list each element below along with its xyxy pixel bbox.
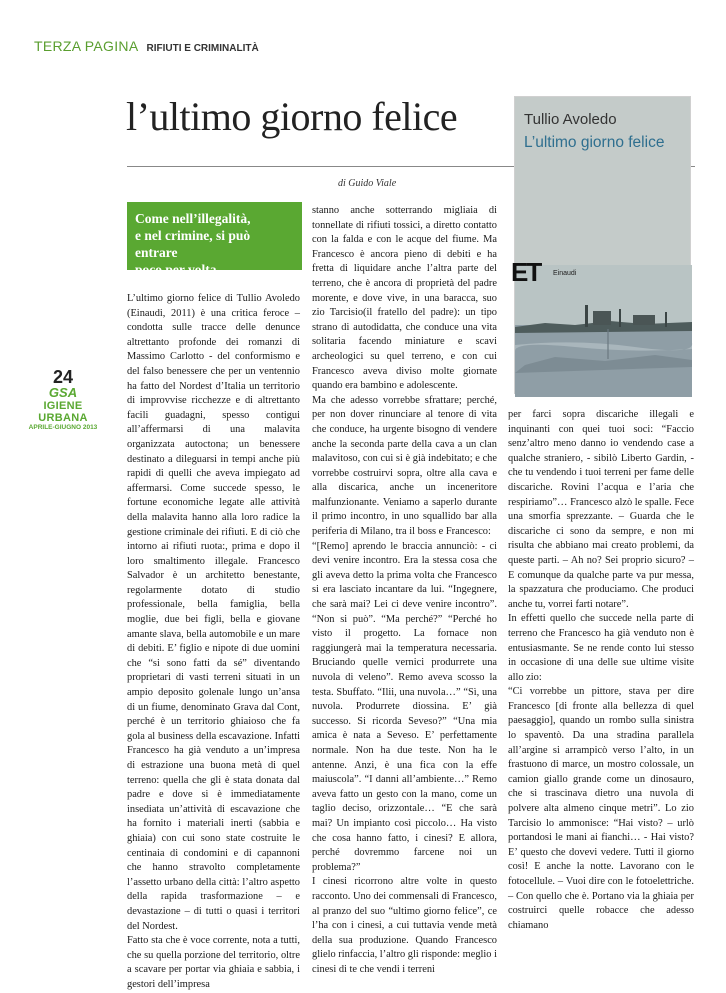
page-number: 24 [52,367,74,387]
body-paragraph: Ma che adesso vorrebbe sfrattare; perché, per non dover rinunciare al tenore di vita che conduce, ha urgente bisogno di vendere anche la seconda parte della cava a un clan malavitoso, con cui si è già indebitato; e che vorrebbe costruirvi sopra, oltre alla cava e alla discarica, anche un inceneritore malfunzionante. Veniamo a saperlo durante il primo incontro, in uno squallido bar alla periferia di Milano, tra il boss e Francesco: [312,394,497,538]
pull-quote-line: poco per volta. [135,262,220,277]
page-header [34,38,259,56]
text-column-3 [508,408,694,931]
article-title: l’ultimo giorno felice [126,94,458,139]
book-cover-image [511,96,691,394]
body-paragraph: per farci sopra discariche illegali e inquinanti con quei tuoi soci: “Faccio senz’altro meno danno io vendendo case a qualche straniero, - sibilò Liberto Gardin, - che tu vendendo i tuoi terreni per fame delle discariche. Rovini l’acqua e l’aria che respiriamo”… Francesco alzò le spalle. Fece una smorfia sprezzante. – Guarda che le discariche ci sono da sempre, e non mi risulta che abbiano mai creato problemi, da queste parti. – Ah no? Sei proprio sicuro? – E comunque da qualche parte va pur messa, la spazzatura che produciamo. Che produci anche tu, vorrei farti notare”. [508,409,694,610]
body-paragraph: L’ultimo giorno felice di Tullio Avoledo (Einaudi, 2011) è una critica feroce – condotta sulle tracce delle denunce altrettanto profonde dei romanzi di Massimo Carlotto - del conformismo e del falso benessere che per un ventennio ha fatto del Nordest d’Italia un territorio di improvvise ricchezze e di altrettanto facili guadagni, spesso contigui all’affermarsi di una malavita organizzata autoctona; un benessere destinato a dileguarsi in tempi anche più rapidi di quelli che aveva impiegato ad affermarsi. Come succede spesso, le fortune economiche legate alle attività della malavita hanno alla loro radice la gestione criminale dei rifiuti. E di ciò che intorno ai rifiuti ruota:, prima e dopo il loro smaltimento illegale. Francesco Salvador è un architetto benestante, regolarmente dotato di studio professionale, bella famiglia, bella moglie, due bei figli, bella e giovane amante slava, bella automobile e un mare di debiti. E’ figlio e nipote di due uomini che “si sono fatti da sé” diventando proprietari di vasti terreni situati in un ampio deposito golenale lungo un’ansa di un fiume, denominato Grava dal Cont, perché è un territorio ghiaioso che fa gola al business della escavazione. Infatti Francesco ha già venduto a un’impresa di estrazione una buona metà di quel terreno: quella che gli è stata donata dal padre e dove si è immediatamente insediata un’attività di escavazione che ha fornito i materiali inerti (sabbia e ghiaia) con cui sono state costruite le centinaia di condomini e di capannoni che hanno stravolto completamente l’assetto urbano della città: l’altro aspetto della rapida trasformazione – e devastazione – di tutti o quasi i territori del Nordest. [127,293,300,932]
body-paragraph: “[Remo] aprendo le braccia annunciò: - ci devi venire incontro. Era la stessa cosa che gli aveva detto la prima volta che Francesco si era lasciato incantare da lui. “Ingegnere, che sarà mai? Lei ci deve venire incontro”. “Non si può”. “Ma perché?” “Perché ho visto il progetto. La fornace non raggiungerà mai la temperatura necessaria. Bruciando quelle vernici produrrete una nuvola di veleno”. Remo aveva scosso la testa. Sbuffato. “Ilii, una nuvola…” “Sì, una nuvola. Produrrete diossina. E’ già successo. Si ricorda Seveso?” “Una mia amica è nata a Seveso. E’ perfettamente normale. Non ha due teste. Non ha le antenne. Anzi, è una fica con la effe maiuscola”. “I danni all’ambiente…” Remo aveva fatto un gesto con la mano, come un taglio deciso, orizzontale… “E che sarà mai? Un impianto così piccolo… Ha visto che cosa hanno fatto, i cinesi? E allora, perché dovremmo farcene noi un problema?” [312,540,497,873]
pull-quote [127,202,302,277]
book-author: Tullio Avoledo [524,111,617,128]
issue-date: APRILE-GIUGNO 2013 [28,424,98,431]
text-column-2 [312,204,497,975]
pull-quote-line: e nel crimine, si può entrare [135,228,251,260]
text-column-1 [127,292,300,990]
page-folio [18,368,108,431]
body-paragraph: Fatto sta che è voce corrente, nota a tutti, che su quella porzione del territorio, oltre a scavare per portar via ghiaia e sabbia, i gestori dell’impresa [127,935,300,990]
book-title: L’ultimo giorno felice [524,134,665,151]
publisher-logo: ET [511,257,541,287]
magazine-logo: GSA [48,385,78,400]
pull-quote-line: Come nell’illegalità, [135,211,251,226]
body-paragraph: I cinesi ricorrono altre volte in questo racconto. Uno dei commensali di Francesco, al pranzo del suo “ultimo giorno felice”, ce l’ha con i cinesi, a cui tuttavia vende metà della sua produzione. Quando Francesco glielo rinfaccia, l’altro gli risponde: meglio i cinesi di te che vendi i terreni [312,876,497,975]
body-paragraph: stanno anche sotterrando migliaia di tonnellate di rifiuti tossici, a diretto contatto con la falda e con le acque del fiume. Ma Francesco è ancora pieno di debiti e ha fretta di liquidare anche l’altra parte del terreno, che è ancora di proprietà del padre morente, e dove vive, in una baracca, suo zio Tarcisio(il fratello del padre): un tipo strano di autodidatta, che conduce una vita solitaria facendo miniature e scavi archeologici su quel terreno, e con cui Francesco aveva diviso molte giornate quando era bambino e adolescente. [312,205,497,392]
article-byline: di Guido Viale [338,178,397,189]
cover-photo-landscape [515,265,692,397]
section-label: TERZA PAGINA [34,38,139,54]
body-paragraph: “Ci vorrebbe un pittore, stava per dire Francesco [di fronte alla bellezza di quel paesaggio], quando un rombo sulla sinistra lo spaventò. Da una stradina parallela all’argine si arrampicò verso l’alto, in un frastuono di marce, un mostro colossale, un camion giallo grande come un dinosauro, che si trascinava dietro una nuvola di polvere alta almeno cinque metri”. Lo zio Tarcisio lo ammonisce: “Hai visto? – urlò portandosi le mani ai fianchi… - Hai visto? E’ questo che dovevi vedere. Tutti il giorno così! E anche la notte. Lavorano con le fotocellule. – Vuoi dire con le fotoelettriche. – Con quello che è. Portano via la ghiaia per costruirci quelle robacce che adesso chiamano [508,686,694,931]
body-paragraph: In effetti quello che succede nella parte di terreno che Francesco ha già venduto non è entusiasmante. Se ne rende conto lui stesso in occasione di una delle sue ultime visite allo zio: [508,613,694,683]
magazine-name: IGIENE URBANA [38,400,88,424]
book-publisher: Einaudi [553,270,577,277]
rubric-label: RIFIUTI E CRIMINALITÀ [146,43,259,54]
